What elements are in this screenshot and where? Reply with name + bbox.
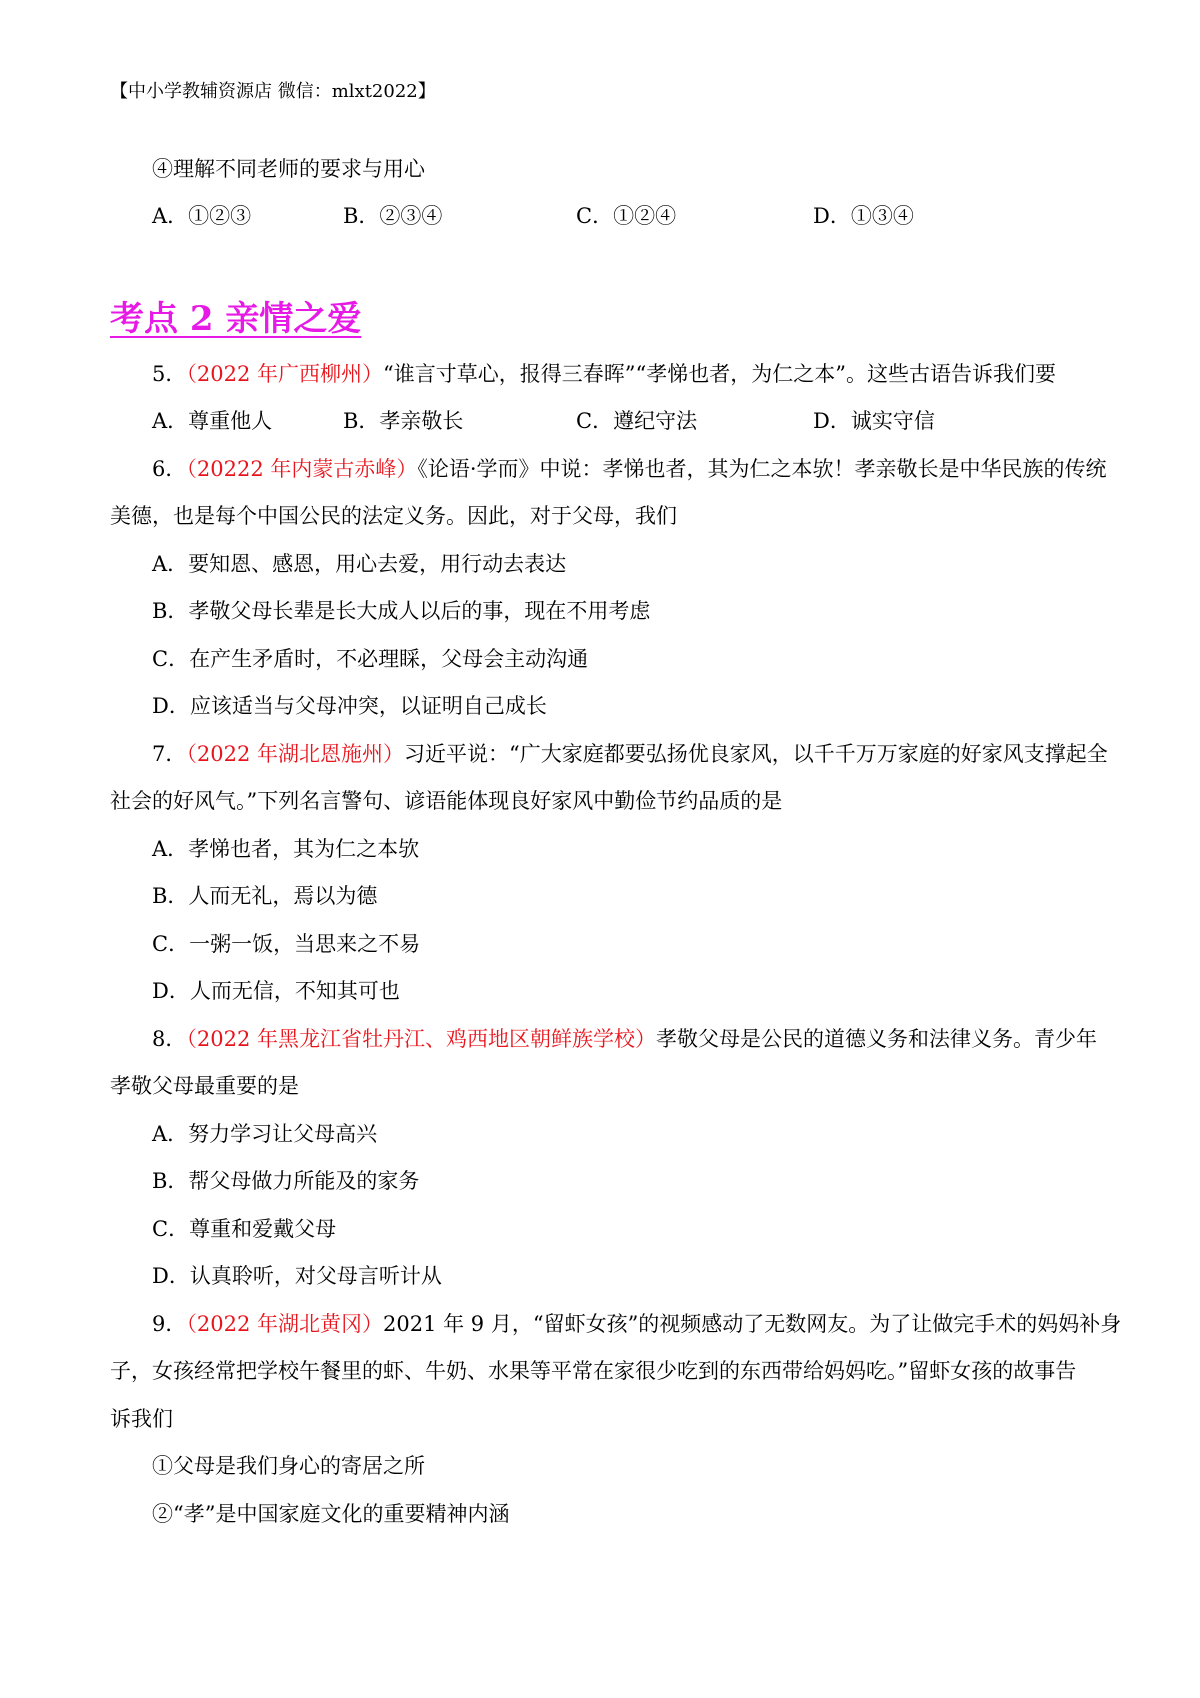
question-9-line-2: 子，女孩经常把学校午餐里的虾、牛奶、水果等平常在家很少吃到的东西带给妈妈吃。”留虾女孩的故事告 bbox=[110, 1359, 1077, 1383]
question-7-line-1 bbox=[152, 740, 1108, 768]
question-8-line-1 bbox=[152, 1025, 1097, 1053]
q5-option-a: A．尊重他人 bbox=[152, 409, 273, 433]
q9-item-1: ①父母是我们身心的寄居之所 bbox=[152, 1454, 425, 1478]
question-9-line-1 bbox=[152, 1310, 1121, 1338]
q7-option-a: A．孝悌也者，其为仁之本欤 bbox=[152, 837, 420, 861]
q6-option-c: C．在产生矛盾时，不必理睬，父母会主动沟通 bbox=[152, 647, 589, 671]
q7-option-d: D．人而无信，不知其可也 bbox=[152, 979, 400, 1003]
question-6-line-2: 美德，也是每个中国公民的法定义务。因此，对于父母，我们 bbox=[110, 504, 677, 528]
q5-option-b: B．孝亲敬长 bbox=[343, 409, 464, 433]
q9-item-2: ②“孝”是中国家庭文化的重要精神内涵 bbox=[152, 1502, 510, 1526]
q7-option-b: B．人而无礼，焉以为德 bbox=[152, 884, 378, 908]
question-number: 7． bbox=[152, 742, 187, 766]
question-source: （2022 年湖北恩施州） bbox=[186, 742, 404, 766]
question-stem: 2021 年 9 月，“留虾女孩”的视频感动了无数网友。为了让做完手术的妈妈补身 bbox=[383, 1312, 1122, 1336]
q8-option-b: B．帮父母做力所能及的家务 bbox=[152, 1169, 420, 1193]
question-8-line-2: 孝敬父母最重要的是 bbox=[110, 1074, 299, 1098]
q8-option-c: C．尊重和爱戴父母 bbox=[152, 1217, 337, 1241]
q5-option-c: C．遵纪守法 bbox=[576, 409, 698, 433]
prev-question-item-4: ④理解不同老师的要求与用心 bbox=[152, 157, 425, 181]
question-5-line-1 bbox=[152, 360, 1056, 388]
q5-option-d: D．诚实守信 bbox=[813, 409, 935, 433]
q6-option-b: B．孝敬父母长辈是长大成人以后的事，现在不用考虑 bbox=[152, 599, 651, 623]
question-source: （2022 年湖北黄冈） bbox=[186, 1312, 383, 1336]
section-title: 考点 2 亲情之爱 bbox=[110, 299, 362, 339]
question-stem: 孝敬父母是公民的道德义务和法律义务。青少年 bbox=[656, 1027, 1097, 1051]
q6-option-a: A．要知恩、感恩，用心去爱，用行动去表达 bbox=[152, 552, 567, 576]
prev-option-d: D．①③④ bbox=[813, 204, 914, 228]
q8-option-a: A．努力学习让父母高兴 bbox=[152, 1122, 378, 1146]
question-7-line-2: 社会的好风气。”下列名言警句、谚语能体现良好家风中勤俭节约品质的是 bbox=[110, 789, 783, 813]
question-9-line-3: 诉我们 bbox=[110, 1407, 173, 1431]
header-note: 【中小学教辅资源店 微信：mlxt2022】 bbox=[110, 81, 436, 102]
question-number: 5． bbox=[152, 362, 187, 386]
prev-option-c: C．①②④ bbox=[576, 204, 677, 228]
question-6-line-1 bbox=[152, 455, 1107, 483]
q7-option-c: C．一粥一饭，当思来之不易 bbox=[152, 932, 421, 956]
prev-option-a: A．①②③ bbox=[152, 204, 252, 228]
question-source: （2022 年黑龙江省牡丹江、鸡西地区朝鲜族学校） bbox=[186, 1027, 656, 1051]
question-source: （2022 年广西柳州） bbox=[186, 362, 383, 386]
q8-option-d: D．认真聆听，对父母言听计从 bbox=[152, 1264, 442, 1288]
prev-option-b: B．②③④ bbox=[343, 204, 443, 228]
question-stem: “谁言寸草心，报得三春晖”“孝悌也者，为仁之本”。这些古语告诉我们要 bbox=[383, 362, 1056, 386]
question-number: 9． bbox=[152, 1312, 187, 1336]
question-number: 8． bbox=[152, 1027, 187, 1051]
question-stem: 《论语·学而》中说：孝悌也者，其为仁之本欤！孝亲敬长是中华民族的传统 bbox=[417, 457, 1107, 481]
question-stem: 习近平说：“广大家庭都要弘扬优良家风，以千千万万家庭的好家风支撑起全 bbox=[404, 742, 1108, 766]
q6-option-d: D．应该适当与父母冲突，以证明自己成长 bbox=[152, 694, 547, 718]
question-source: （20222 年内蒙古赤峰） bbox=[186, 457, 418, 481]
question-number: 6． bbox=[152, 457, 187, 481]
